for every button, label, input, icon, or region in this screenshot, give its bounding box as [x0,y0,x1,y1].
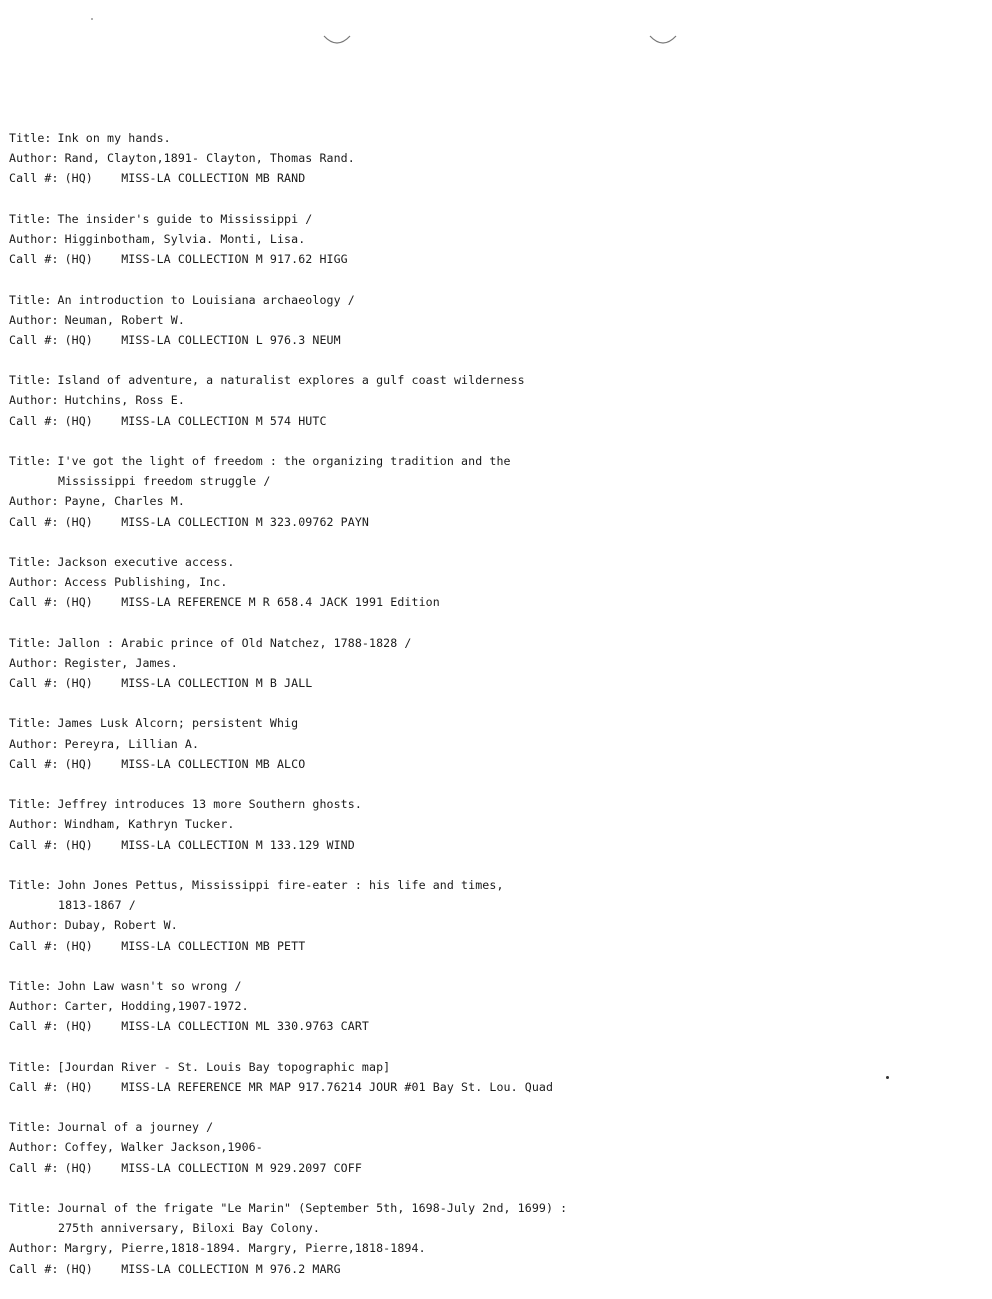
record-call-number-label: Call #: [9,938,59,953]
record-title-label: Title: [9,877,52,892]
record-call-number-label: Call #: [9,1079,59,1094]
record-call-number-value: (HQ) MISS-LA REFERENCE M R 658.4 JACK 1991 Edition [64,595,440,610]
record-title-continued [9,895,969,915]
record-call-number-value: (HQ) MISS-LA COLLECTION M 133.129 WIND [64,837,355,852]
record-title [9,128,969,148]
record-call-number [9,330,969,350]
catalog-record [9,128,969,189]
record-call-number-value: (HQ) MISS-LA COLLECTION M 574 HUTC [64,413,327,428]
record-author-value: Register, James. [64,655,178,670]
record-author-value: Margry, Pierre,1818-1894. Margry, Pierre,1818-1894. [64,1241,426,1256]
record-author [9,491,969,511]
record-author-value: Rand, Clayton,1891- Clayton, Thomas Rand. [64,151,355,166]
catalog-record [9,794,969,855]
record-call-number-value: (HQ) MISS-LA COLLECTION M B JALL [64,676,313,691]
record-title [9,1117,969,1137]
record-title-continued-value: 275th anniversary, Biloxi Bay Colony. [58,1221,320,1236]
record-author [9,148,969,168]
punch-hole-mark-left [322,30,352,52]
record-author-value: Carter, Hodding,1907-1972. [64,999,249,1014]
record-title [9,552,969,572]
record-call-number-value: (HQ) MISS-LA REFERENCE MR MAP 917.76214 JOUR #01 Bay St. Lou. Quad [64,1079,554,1094]
record-call-number [9,835,969,855]
record-author-label: Author: [9,575,59,590]
record-call-number-value: (HQ) MISS-LA COLLECTION L 976.3 NEUM [64,332,341,347]
record-author-label: Author: [9,151,59,166]
record-title-label: Title: [9,635,52,650]
record-call-number-label: Call #: [9,1160,59,1175]
record-title-label: Title: [9,797,52,812]
record-author-label: Author: [9,231,59,246]
record-author-value: Dubay, Robert W. [64,918,178,933]
record-call-number-value: (HQ) MISS-LA COLLECTION MB RAND [64,171,306,186]
record-title-value: James Lusk Alcorn; persistent Whig [57,716,299,731]
record-title-label: Title: [9,292,52,307]
record-author-value: Hutchins, Ross E. [64,393,185,408]
record-author-label: Author: [9,312,59,327]
catalog-record [9,633,969,694]
record-title [9,633,969,653]
record-call-number [9,754,969,774]
record-call-number-value: (HQ) MISS-LA COLLECTION MB ALCO [64,756,306,771]
record-title-continued [9,471,969,491]
record-call-number-label: Call #: [9,1261,59,1276]
record-author [9,996,969,1016]
record-author-value: Windham, Kathryn Tucker. [64,817,235,832]
record-title-label: Title: [9,1059,52,1074]
record-call-number-value: (HQ) MISS-LA COLLECTION M 917.62 HIGG [64,252,348,267]
record-call-number-value: (HQ) MISS-LA COLLECTION MB PETT [64,938,306,953]
record-call-number [9,249,969,269]
record-title [9,290,969,310]
record-author [9,390,969,410]
record-title-continued-value: 1813-1867 / [58,898,136,913]
record-title-label: Title: [9,716,52,731]
catalog-record [9,290,969,351]
record-title [9,1198,969,1218]
record-title-value: Island of adventure, a naturalist explores a gulf coast wilderness [57,373,525,388]
record-call-number-value: (HQ) MISS-LA COLLECTION M 929.2097 COFF [64,1160,362,1175]
catalog-record [9,713,969,774]
scan-speck [91,18,93,20]
record-call-number-value: (HQ) MISS-LA COLLECTION M 976.2 MARG [64,1261,341,1276]
record-call-number-value: (HQ) MISS-LA COLLECTION ML 330.9763 CART [64,1019,370,1034]
record-author-label: Author: [9,655,59,670]
record-call-number-label: Call #: [9,756,59,771]
record-title-label: Title: [9,373,52,388]
catalog-record [9,209,969,270]
record-author-label: Author: [9,918,59,933]
record-title-value: Jackson executive access. [57,554,235,569]
record-title-value: Ink on my hands. [57,131,171,145]
record-title-value: An introduction to Louisiana archaeology / [57,292,355,307]
catalog-record [9,552,969,613]
record-call-number-label: Call #: [9,514,59,529]
record-author-label: Author: [9,393,59,408]
record-author-value: Pereyra, Lillian A. [64,736,200,751]
record-title-label: Title: [9,211,52,226]
record-title-label: Title: [9,978,52,993]
record-author-label: Author: [9,736,59,751]
record-author-value: Higginbotham, Sylvia. Monti, Lisa. [64,231,306,246]
record-call-number [9,168,969,188]
record-author-value: Neuman, Robert W. [64,312,185,327]
record-call-number [9,512,969,532]
record-title-continued [9,1218,969,1238]
catalog-record [9,1198,969,1279]
record-call-number [9,592,969,612]
record-call-number [9,411,969,431]
record-title [9,370,969,390]
catalog-record [9,451,969,532]
record-author [9,814,969,834]
catalog-record [9,976,969,1037]
record-title-value: Jeffrey introduces 13 more Southern ghosts. [57,797,362,812]
record-author-label: Author: [9,494,59,509]
record-author-label: Author: [9,999,59,1014]
record-title [9,976,969,996]
record-author-value: Payne, Charles M. [64,494,185,509]
record-title-label: Title: [9,554,52,569]
record-title [9,1057,969,1077]
record-call-number-label: Call #: [9,595,59,610]
record-author [9,734,969,754]
record-call-number [9,1077,969,1097]
record-title-value: [Jourdan River - St. Louis Bay topographic map] [57,1059,391,1074]
catalog-listing [9,128,969,1299]
punch-hole-mark-right [648,30,678,52]
record-title-continued-value: Mississippi freedom struggle / [58,474,271,489]
catalog-record [9,875,969,956]
record-title-label: Title: [9,454,52,468]
record-call-number [9,1259,969,1279]
record-title-label: Title: [9,131,52,145]
record-title-value: Jallon : Arabic prince of Old Natchez, 1788-1828 / [57,635,412,650]
record-call-number [9,936,969,956]
record-author [9,1238,969,1258]
record-title [9,713,969,733]
record-title [9,451,969,471]
record-title-value: The insider's guide to Mississippi / [57,211,313,226]
record-author-label: Author: [9,1241,59,1256]
record-author-value: Coffey, Walker Jackson,1906- [64,1140,263,1155]
record-call-number-label: Call #: [9,837,59,852]
record-call-number [9,1016,969,1036]
record-title-label: Title: [9,1200,52,1215]
record-author [9,572,969,592]
record-title [9,794,969,814]
catalog-record [9,370,969,431]
record-author-label: Author: [9,1140,59,1155]
record-author [9,310,969,330]
record-call-number-label: Call #: [9,171,59,186]
record-call-number [9,1158,969,1178]
record-author [9,1137,969,1157]
record-author-label: Author: [9,817,59,832]
record-author [9,915,969,935]
record-call-number-value: (HQ) MISS-LA COLLECTION M 323.09762 PAYN [64,514,370,529]
record-author [9,653,969,673]
record-call-number-label: Call #: [9,676,59,691]
record-title [9,209,969,229]
record-title-label: Title: [9,1120,52,1135]
record-title-value: John Law wasn't so wrong / [57,978,242,993]
record-call-number-label: Call #: [9,1019,59,1034]
record-call-number [9,673,969,693]
record-call-number-label: Call #: [9,332,59,347]
record-title-value: Journal of the frigate "Le Marin" (September 5th, 1698-July 2nd, 1699) : [57,1200,568,1215]
record-title-value: John Jones Pettus, Mississippi fire-eater : his life and times, [57,877,504,892]
record-author-value: Access Publishing, Inc. [64,575,228,590]
record-call-number-label: Call #: [9,413,59,428]
record-call-number-label: Call #: [9,252,59,267]
record-title-value: Journal of a journey / [57,1120,214,1135]
record-title [9,875,969,895]
catalog-record [9,1117,969,1178]
catalog-record [9,1057,969,1097]
record-title-value: I've got the light of freedom : the organizing tradition and the [57,454,511,468]
record-author [9,229,969,249]
